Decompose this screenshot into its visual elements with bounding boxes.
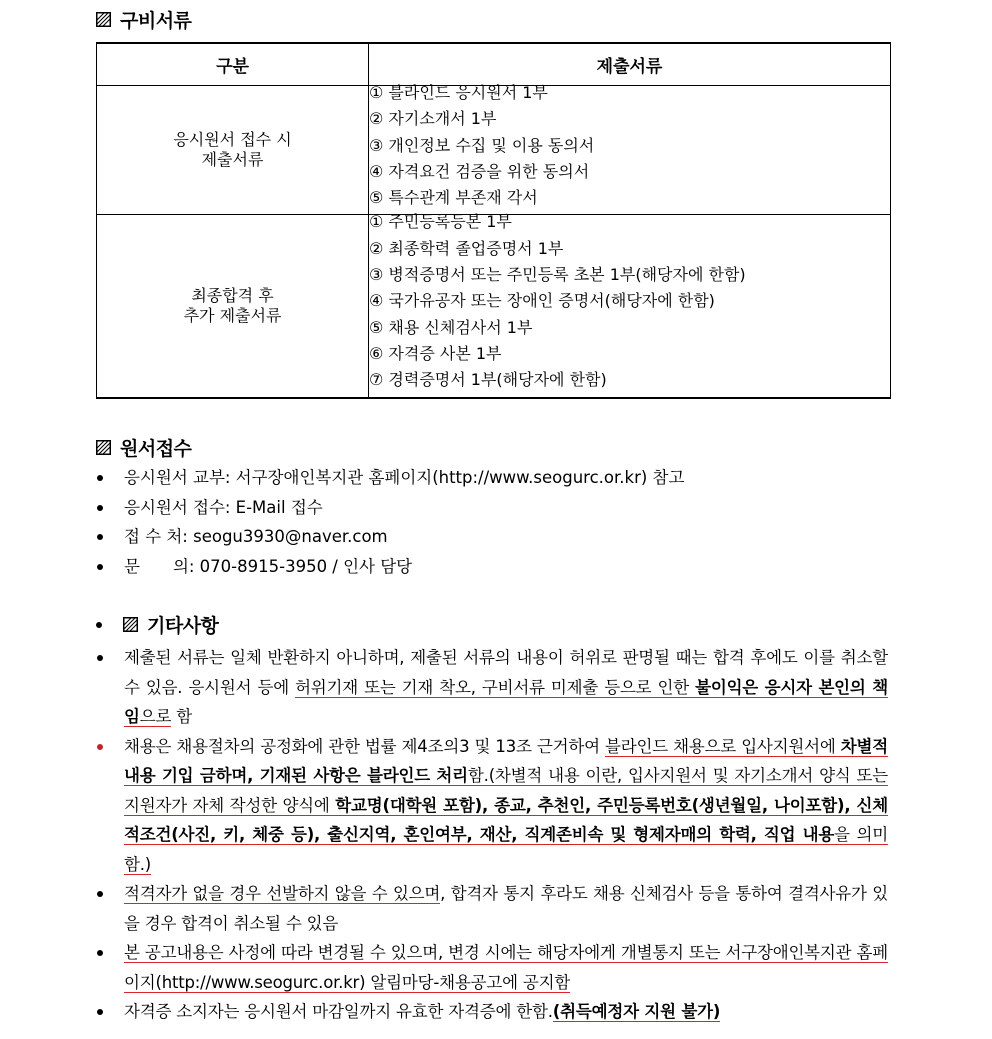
emphasis-text: 학교명(대학원 포함), 종교, 추천인, 주민등록번호(생년월일, 나이포함), 신체적조건(사진, 키, 체중 등), 출신지역, 혼인여부, 재산, 직계존비속 및 형제자매의 학력, 직업 내용: [124, 795, 888, 844]
category-cell: [97, 86, 369, 215]
application-section-heading: [96, 434, 191, 461]
underlined-text: 적격자가 없을 경우 선발하지 않을 수 있으며: [124, 884, 441, 903]
bullet: [96, 622, 102, 628]
category-line: 응시원서 접수 시: [173, 130, 292, 150]
document-item: ⑥ 자격증 사본 1부: [369, 343, 502, 363]
note-text: 블라인드 채용으로 입사지원서에: [604, 736, 841, 756]
list-item: [96, 938, 888, 997]
table-row-application: [97, 86, 891, 215]
list-item: 응시원서 교부: 서구장애인복지관 홈페이지(http://www.seogurc.or.kr) 참고: [96, 463, 896, 493]
note-text: 제출된 서류는 일체 반환하지 아니하며, 제출된 서류의 내용이 허위로 판명될 때는 합격 후에도 이를 취소할 수 있음. 응시원서 등에: [124, 648, 888, 697]
hatched-square-icon: [123, 617, 138, 632]
emphasis-text: 불이익은 응시자 본인의 책임: [124, 677, 888, 726]
document-item: ① 블라인드 응시원서 1부: [369, 83, 548, 102]
list-item: [96, 879, 888, 938]
list-item: 접 수 처: seogu3930@naver.com: [96, 522, 896, 552]
list-item: [96, 997, 888, 1027]
document-item: ④ 국가유공자 또는 장애인 증명서(해당자에 한함): [369, 291, 715, 311]
note-text: 자격증 소지자는 응시원서 마감일까지 유효한 자격증에 한함.: [124, 1002, 553, 1021]
document-item: ② 최종학력 졸업증명서 1부: [369, 238, 564, 258]
docs-section-heading: [96, 6, 191, 33]
hatched-square-icon: [96, 12, 111, 27]
document-item: ④ 자격요건 검증을 위한 동의서: [369, 161, 590, 181]
emphasis-text: 차별적 내용 기입 금하며, 기재된 사항은 블라인드 처리: [124, 736, 888, 785]
note-text: 함.(차별적 내용 이란, 입사지원서 및 자기소개서 양식 또는 지원자가 자체 작성한 양식에: [124, 766, 888, 815]
category-line: 추가 제출서류: [183, 306, 282, 326]
underlined-text: [124, 737, 888, 875]
col-header-category: 구분: [97, 43, 369, 86]
note-text: , 합격자 통지 후라도 채용 신체검사 등을 통하여 결격사유가 있을 경우 합격이 취소될 수 있음: [124, 884, 888, 933]
note-text: 허위기재 또는 기재 착오, 구비서류 미제출 등으로 인한: [295, 677, 696, 697]
category-line: 최종합격 후: [191, 286, 274, 306]
document-item: ③ 개인정보 수집 및 이용 동의서: [369, 135, 595, 155]
document-item: ③ 병적증명서 또는 주민등록 초본 1부(해당자에 한함): [369, 265, 746, 285]
other-section-heading: [96, 611, 218, 638]
list-item: [96, 732, 888, 880]
table-header-row: [97, 43, 891, 86]
document-item: ⑤ 특수관계 부존재 각서: [369, 188, 538, 208]
category-line: 제출서류: [201, 150, 264, 170]
category-cell: [97, 215, 369, 398]
emphasis-text: (취득예정자 지원 불가): [552, 1002, 721, 1021]
document-item: ⑤ 채용 신체검사서 1부: [369, 317, 533, 337]
underlined-text: 본 공고내용은 사정에 따라 변경될 수 있으며, 변경 시에는 해당자에게 개별통지 또는 서구장애인복지관 홈페이지(http://www.seogurc.or.kr) 알림마당-채용공고에 공지함: [124, 943, 888, 992]
document-item: ② 자기소개서 1부: [369, 109, 497, 129]
other-notes-list: [96, 643, 888, 1027]
note-text: 함: [171, 707, 193, 726]
other-section-title: 기타사항: [147, 615, 219, 637]
list-item: 응시원서 접수: E-Mail 접수: [96, 493, 896, 523]
note-text: 을 의미함.): [124, 825, 889, 874]
application-list: [96, 463, 896, 581]
note-text: 채용은 채용절차의 공정화에 관한 법률 제4조의3 및 13조 근거하여: [124, 736, 605, 756]
application-section-title: 원서접수: [120, 438, 192, 460]
documents-cell: [369, 83, 891, 215]
hatched-square-icon: [96, 440, 111, 455]
documents-table: [96, 42, 891, 399]
document-item: ⑦ 경력증명서 1부(해당자에 한함): [369, 370, 607, 390]
col-header-documents: 제출서류: [369, 43, 891, 86]
list-item: 문 의: 070-8915-3950 / 인사 담당: [96, 552, 896, 582]
list-item: [96, 643, 888, 732]
documents-cell: [369, 212, 891, 398]
docs-section-title: 구비서류: [120, 10, 192, 32]
note-text: 으로: [139, 707, 172, 726]
document-item: ① 주민등록등본 1부: [369, 212, 512, 232]
table-row-final: [97, 215, 891, 398]
